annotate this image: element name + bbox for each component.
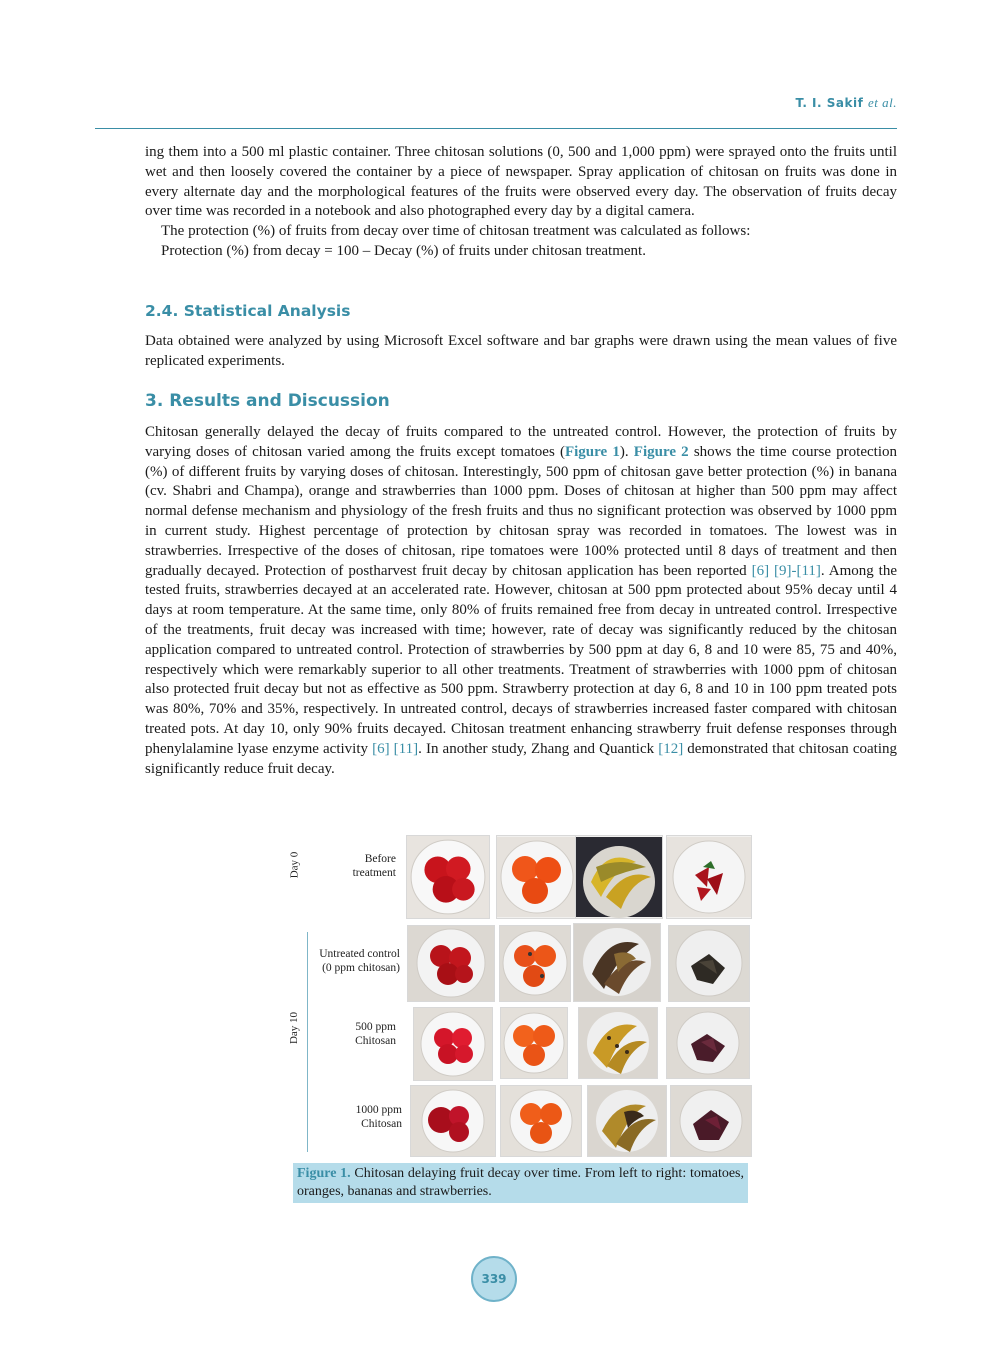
photo-strawberry-untreated [668, 925, 750, 1002]
photo-orange-500ppm [500, 1007, 568, 1079]
protection-formula: Protection (%) from decay = 100 – Decay (%) of fruits under chitosan treatment. [161, 242, 646, 259]
row-label-untreated [298, 947, 400, 975]
photo-tomato-500ppm [413, 1007, 493, 1081]
photo-banana-1000ppm [587, 1085, 667, 1157]
caption-text: Chitosan delaying fruit decay over time. From left to right: tomatoes, oranges, bananas and strawberries. [297, 1166, 744, 1199]
results-text: ). [619, 443, 634, 460]
figure-2-link[interactable]: Figure 2 [633, 443, 689, 460]
photo-tomato-day0 [406, 835, 490, 919]
row-label-1000ppm [318, 1103, 402, 1131]
row-label-500ppm [318, 1020, 396, 1048]
results-text: Chitosan generally delayed the decay of fruits compared to the untreated control. However, the protection of fruits by varying doses of chitosan varied among the fruits except tomatoes ( [145, 424, 897, 460]
page-number: 339 [471, 1256, 517, 1302]
intro-paragraph: ing them into a 500 ml plastic container. Three chitosan solutions (0, 500 and 1,000 ppm) were sprayed onto the fruits until wet and then loosely covered the container by a piece of newspaper. Spray application of chitosan on fruits was done in every alternate day and the morphological features of the fruits were observed every day. The observation of fruits decay over time was recorded in a notebook and also photographed every day by a digital camera. [145, 144, 897, 220]
figure-1-link[interactable]: Figure 1 [564, 443, 620, 460]
header-rule [95, 128, 897, 129]
row-label-before [318, 852, 396, 880]
protection-sentence: The protection (%) of fruits from decay over time of chitosan treatment was calculated as follows: [161, 223, 751, 240]
row-label-line: 1000 ppm [355, 1104, 402, 1116]
results-text: . Among the tested fruits, strawberries decayed at an accelerated rate. However, chitosan at 500 ppm protected about 95% decay until 4 days at room temperature. At the same time, only 80% of fruits remained free from decay in untreated control. Irrespective of the treatments, fruit decay was increased with time; however, rate of decay was significantly reduced by the chitosan application compared to untreated control. Protection of strawberries by 500 ppm at day 6, 8 and 10 were 85, 75 and 40%, respectively which were remarkably superior to all other treatments. Treatment of strawberries with 1000 ppm of chitosan also protected fruit decay but not as effective as 500 ppm. Strawberry protection at day 6, 8 and 10 in 100 ppm treated pots was 80%, 70% and 35%, respectively. In untreated control, decays of strawberries increased faster compared with chitosan treated pots. At day 10, only 90% fruits decayed. Chitosan treatment enhancing strawberry fruit defense responses through phenylalamine lyase enzyme activity [145, 562, 897, 757]
row-label-line: Chitosan [355, 1035, 396, 1047]
caption-label: Figure 1. [297, 1166, 351, 1181]
citation-link[interactable]: [6] [11] [372, 740, 419, 757]
photo-strawberry-day0 [666, 835, 752, 919]
results-text: shows the time course protection (%) of different fruits by varying doses of chitosan. Interestingly, 500 ppm of chitosan gave better protection (%) in banana (cv. Shabri and Champa), orange and strawberries than 1000 ppm. Doses of chitosan at higher than 500 ppm may affect normal defense mechanism and physiology of the fresh fruits and thus no significant protection was observed by 1000 ppm in current study. Highest percentage of protection by chitosan spray was recorded in tomatoes. The lowest was in strawberries. Irrespective of the doses of chitosan, ripe tomatoes were 100% protected until 8 days of treatment and then gradually decayed. Protection of postharvest fruit decay by chitosan application has been reported [145, 443, 897, 579]
section-3-heading: 3. Results and Discussion [145, 391, 390, 411]
row-label-line: 500 ppm [355, 1021, 396, 1033]
photo-banana-500ppm [578, 1007, 658, 1079]
results-paragraph [145, 423, 897, 779]
row-label-line: Before [364, 853, 396, 865]
figure-1 [288, 832, 754, 1200]
row-label-line: treatment [352, 867, 396, 879]
results-text: . In another study, Zhang and Quantick [418, 740, 659, 757]
photo-banana-untreated [573, 923, 661, 1002]
section-2-4 [145, 301, 897, 372]
row-label-line: (0 ppm chitosan) [322, 962, 400, 974]
section-3 [145, 390, 897, 779]
figure-1-caption [293, 1163, 748, 1203]
photo-strawberry-1000ppm [670, 1085, 752, 1157]
photo-strawberry-500ppm [666, 1007, 750, 1079]
photo-orange-day0 [496, 835, 578, 919]
author-etal: et al. [868, 95, 897, 110]
photo-banana-day0 [575, 835, 663, 919]
row-label-line: Untreated control [319, 948, 400, 960]
photo-tomato-1000ppm [410, 1085, 496, 1157]
day-0-label: Day 0 [288, 851, 301, 879]
row-label-line: Chitosan [361, 1118, 402, 1130]
citation-link[interactable]: [6] [9]-[11] [751, 562, 821, 579]
citation-link[interactable]: [12] [658, 740, 684, 757]
section-2-4-text: Data obtained were analyzed by using Microsoft Excel software and bar graphs were drawn using the mean values of five replicated experiments. [145, 333, 897, 369]
photo-orange-untreated [499, 925, 571, 1002]
day-10-label: Day 10 [288, 1011, 301, 1045]
author-name: T. I. Sakif [795, 96, 864, 110]
section-2-4-heading: 2.4. Statistical Analysis [145, 302, 351, 320]
photo-orange-1000ppm [500, 1085, 582, 1157]
photo-tomato-untreated [407, 925, 495, 1002]
running-header-author [795, 95, 897, 111]
results-text: demonstrated that chitosan coating significantly reduce fruit decay. [145, 740, 897, 777]
intro-block [145, 143, 897, 262]
